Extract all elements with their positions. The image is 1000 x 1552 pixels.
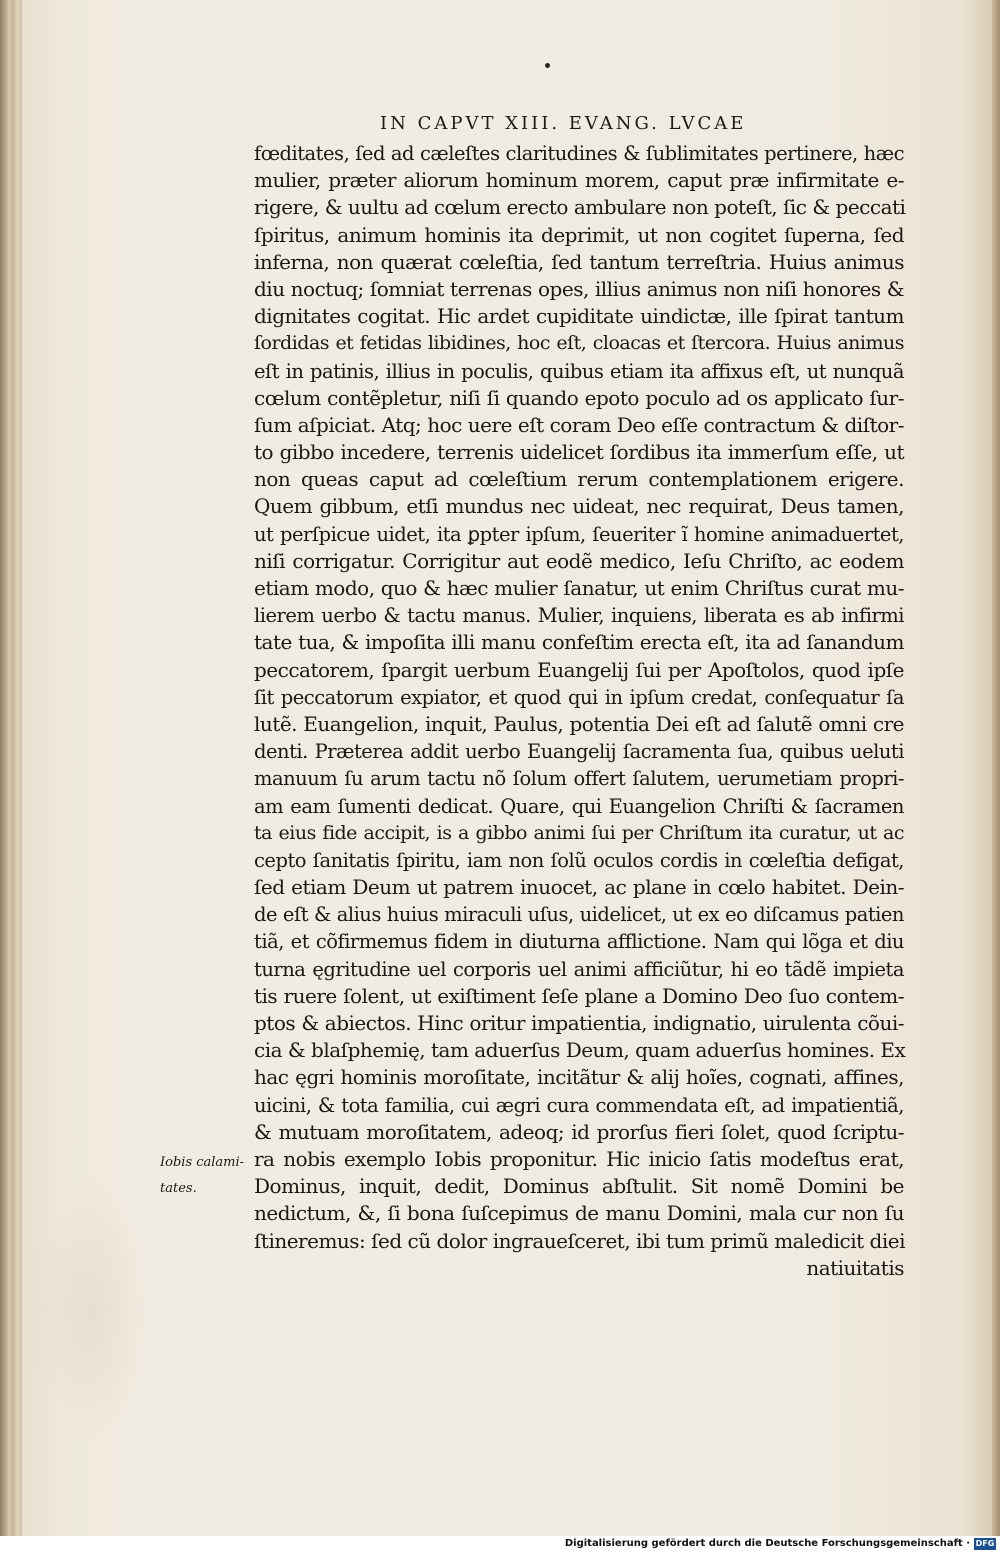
text-line: am eam ſumenti dedicat. Quare, qui Euangelion Chriſti & ſacramen [254,794,904,818]
text-line: de eſt & alius huius miraculi uſus, uidelicet, ut ex eo diſcamus patien [254,903,904,927]
text-line: fœditates, ſed ad cæleſtes claritudines & ſublimitates pertinere, hæc [254,142,904,165]
text-line: tate tua, & impoſita illi manu confeſtim erecta eſt, ita ad ſanandum [254,630,904,655]
text-line: ſed etiam Deum ut patrem inuocet, ac plane in cœlo habitet. Dein- [254,875,904,900]
page-edge-binding [0,0,22,1536]
text-line: ut perſpicue uidet, ita ꝑpter ipſum, ſeueriter ĩ homine animaduertet, [254,522,904,546]
paper-stain [30,1180,150,1440]
digitization-credit: Digitalisierung gefördert durch die Deutsche Forschungsgemeinschaft · [564,1538,970,1549]
page-right-edge [992,0,1000,1536]
text-line: ſit peccatorum expiator, et quod qui in ipſum credat, conſequatur ſa [254,685,904,709]
text-line: to gibbo incedere, terrenis uidelicet ſordibus ita immerſum eſſe, ut [254,440,904,465]
text-line: lutẽ. Euangelion, inquit, Paulus, potentia Dei eſt ad ſalutẽ omni cre [254,711,904,736]
text-line: inferna, non quærat cœleſtia, ſed tantum terreſtria. Huius animus [254,249,904,274]
text-line: lierem uerbo & tactu manus. Mulier, inquiens, liberata es ab infirmi [254,604,904,628]
text-line: denti. Præterea addit uerbo Euangelij ſacramenta ſua, quibus ueluti [254,740,904,764]
text-line: ptos & abiectos. Hinc oritur impatientia, indignatio, uirulenta cõui- [254,1011,904,1035]
running-head: IN CAPVT XIII. EVANG. LVCAE [380,113,747,134]
text-line: cœlum contẽpletur, niſi ſi quando epoto poculo ad os applicato ſur- [254,385,904,410]
text-line: natiuitatis [806,1255,904,1280]
text-line: diu noctuq; ſomniat terrenas opes, illius animus non niſi honores & [254,276,904,301]
text-line: Quem gibbum, etſi mundus nec uideat, nec requirat, Deus tamen, [254,494,904,519]
text-line: nedictum, &, ſi bona ſuſcepimus de manu Domini, mala cur non ſu [254,1201,904,1226]
marginal-note-line: tates. [160,1181,197,1196]
dfg-logo-icon: DFG [975,1539,995,1548]
text-line: hac ęgri hominis moroſitate, incitãtur & alij hoĩes, cognati, affines, [254,1065,904,1090]
text-line: eſt in patinis, illius in poculis, quibus etiam ita affixus eſt, ut nunquã [254,359,904,383]
text-line: ta eius fide accipit, is a gibbo animi ſui per Chriſtum ita curatur, ut ac [254,821,904,844]
text-line: mulier, præter aliorum hominum morem, caput præ infirmitate e- [254,168,904,193]
text-line: dignitates cogitat. Hic ardet cupiditate uindictæ, ille ſpirat tantum [254,304,904,329]
text-line: cepto ſanitatis ſpiritu, iam non ſolũ oculos cordis in cœleſtia defigat, [254,848,904,872]
page-dot-mark [545,63,550,68]
body-text-block [254,140,904,1282]
marginal-note-line: Iobis calami- [160,1155,245,1170]
text-line: ſum aſpiciat. Atq; hoc uere eſt coram Deo eſſe contractum & diſtor- [254,412,904,437]
text-line: niſi corrigatur. Corrigitur aut eodẽ medico, Ieſu Chriſto, ac eodem [254,548,904,573]
text-line: & mutuam moroſitatem, adeoq; id prorſus fieri ſolet, quod ſcriptu- [254,1119,904,1144]
text-line: etiam modo, quo & hæc mulier ſanatur, ut enim Chriſtus curat mu- [254,576,904,600]
text-line: peccatorem, ſpargit uerbum Euangelij ſui per Apoſtolos, quod ipſe [254,657,904,682]
text-line: turna ęgritudine uel corporis uel animi afficiũtur, hi eo tãdẽ impieta [254,957,904,981]
text-line: ra nobis exemplo Iobis proponitur. Hic inicio ſatis modeſtus erat, [254,1146,904,1171]
text-line: ſtineremus: ſed cũ dolor ingraueſceret, ibi tum primũ maledicit diei [254,1228,905,1253]
text-line: ſordidas et fetidas libidines, hoc eſt, cloacas et ſtercora. Huius animus [254,332,904,355]
text-line: non queas caput ad cœleſtium rerum contemplationem erigere. [254,467,904,492]
text-line: tis ruere ſolent, ut exiſtiment ſeſe plane a Domino Deo ſuo contem- [254,983,904,1008]
text-line: ſpiritus, animum hominis ita deprimit, ut non cogitet ſuperna, ſed [254,222,904,247]
text-line: cia & blaſphemię, tam aduerſus Deum, quam aduerſus homines. Ex [254,1038,906,1063]
text-line: uicini, & tota familia, cui ægri cura commendata eſt, ad impatientiã, [254,1093,904,1117]
text-line: manuum ſu arum tactu nõ ſolum offert ſalutem, uerumetiam propri- [254,767,904,791]
text-line: Dominus, inquit, dedit, Dominus abſtulit. Sit nomẽ Domini be [254,1174,904,1199]
marginal-note [160,1150,250,1202]
text-line: tiã, et cõfirmemus fidem in diuturna afflictione. Nam qui lõga et diu [254,930,904,954]
text-line: rigere, & uultu ad cœlum erecto ambulare non poteſt, ſic & peccati [254,195,906,220]
